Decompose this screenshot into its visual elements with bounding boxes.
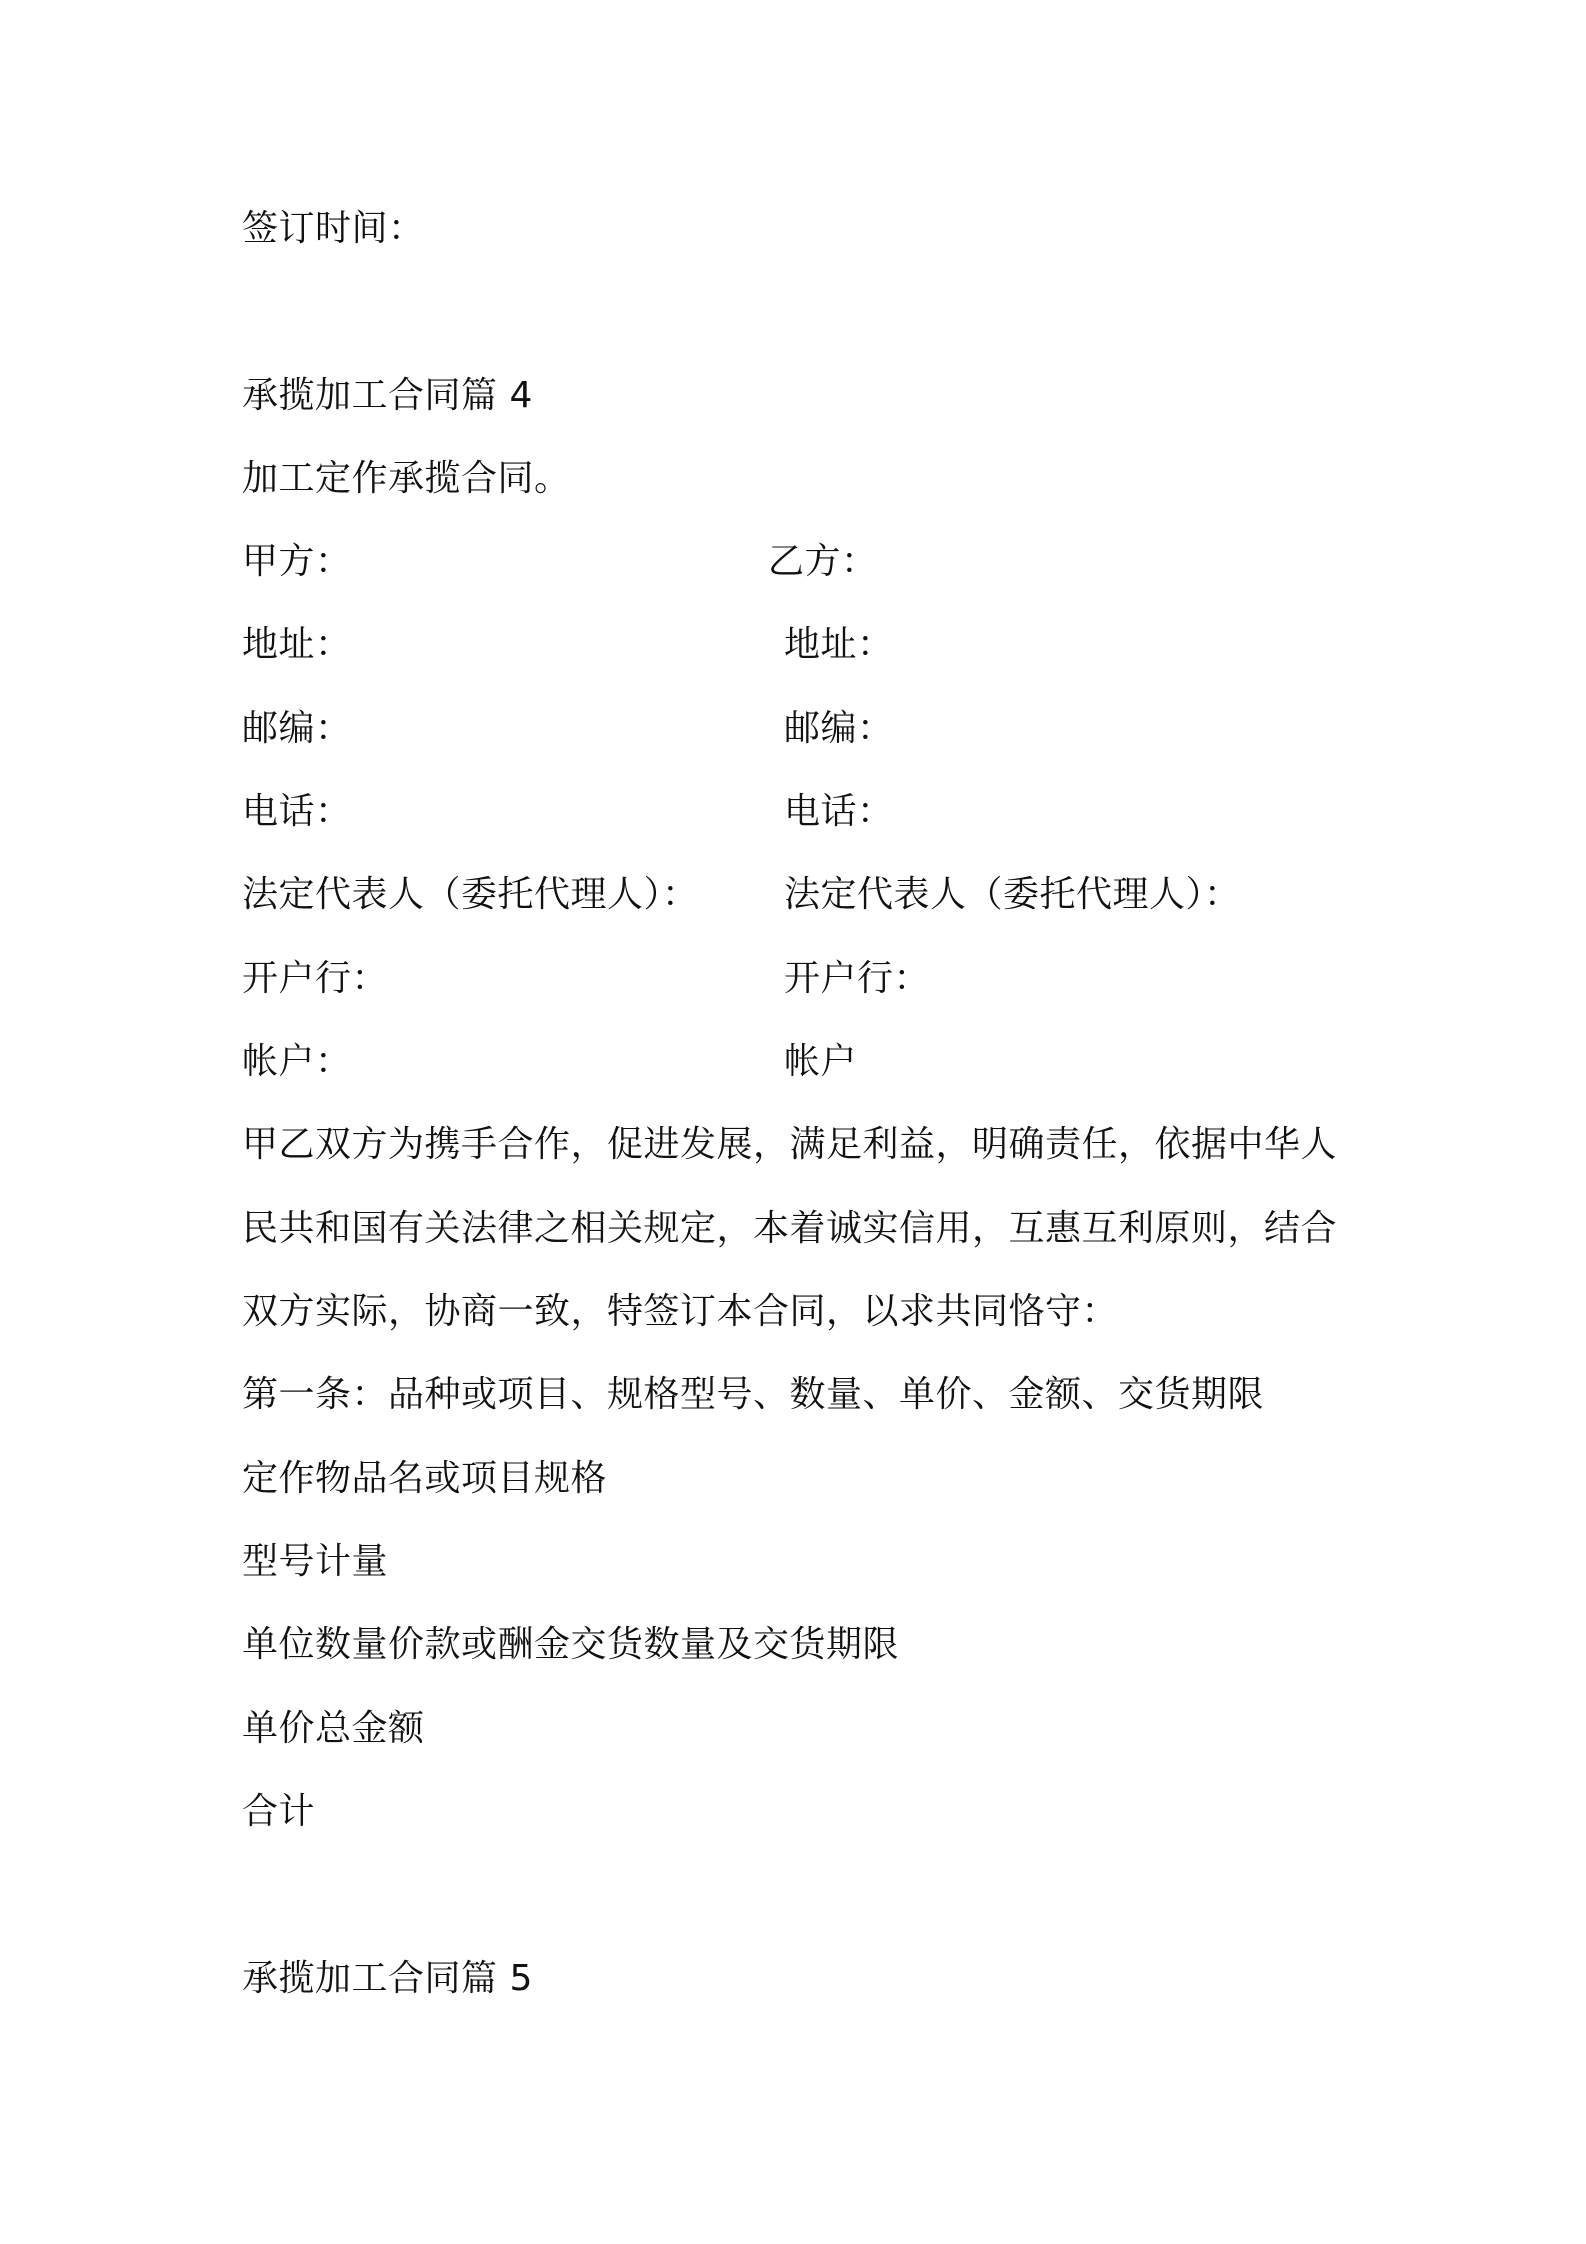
contract-title: 加工定作承揽合同。 bbox=[242, 458, 571, 499]
party-a-account: 帐户： bbox=[242, 1041, 352, 1082]
party-b-label: 乙方： bbox=[768, 541, 878, 582]
party-b-postcode: 邮编： bbox=[784, 708, 894, 749]
party-b-address: 地址： bbox=[784, 624, 894, 665]
party-a-phone: 电话： bbox=[242, 791, 352, 832]
sign-time-label: 签订时间： bbox=[242, 208, 425, 249]
party-a-label: 甲方： bbox=[242, 541, 352, 582]
party-a-address: 地址： bbox=[242, 624, 352, 665]
party-b-bank: 开户行： bbox=[784, 958, 931, 999]
party-a-bank: 开户行： bbox=[242, 958, 389, 999]
table-line-3: 单位数量价款或酬金交货数量及交货期限 bbox=[242, 1624, 900, 1665]
preamble-line-3: 双方实际，协商一致，特签订本合同，以求共同恪守： bbox=[242, 1291, 1119, 1332]
preamble-line-2: 民共和国有关法律之相关规定，本着诚实信用，互惠互利原则，结合 bbox=[242, 1208, 1338, 1249]
table-line-2: 型号计量 bbox=[242, 1541, 389, 1582]
party-b-account: 帐户 bbox=[784, 1041, 858, 1082]
party-a-postcode: 邮编： bbox=[242, 708, 352, 749]
table-line-1: 定作物品名或项目规格 bbox=[242, 1458, 608, 1499]
section-5-title: 承揽加工合同篇 5 bbox=[242, 1958, 533, 1999]
party-a-legal-rep: 法定代表人（委托代理人）： bbox=[242, 874, 699, 915]
table-line-4: 单价总金额 bbox=[242, 1708, 425, 1749]
table-total: 合计 bbox=[242, 1791, 316, 1832]
party-b-phone: 电话： bbox=[784, 791, 894, 832]
section-4-title: 承揽加工合同篇 4 bbox=[242, 375, 533, 416]
preamble-line-1: 甲乙双方为携手合作，促进发展，满足利益，明确责任，依据中华人 bbox=[242, 1124, 1338, 1165]
article-1-heading: 第一条：品种或项目、规格型号、数量、单价、金额、交货期限 bbox=[242, 1374, 1265, 1415]
party-b-legal-rep: 法定代表人（委托代理人）： bbox=[784, 874, 1241, 915]
